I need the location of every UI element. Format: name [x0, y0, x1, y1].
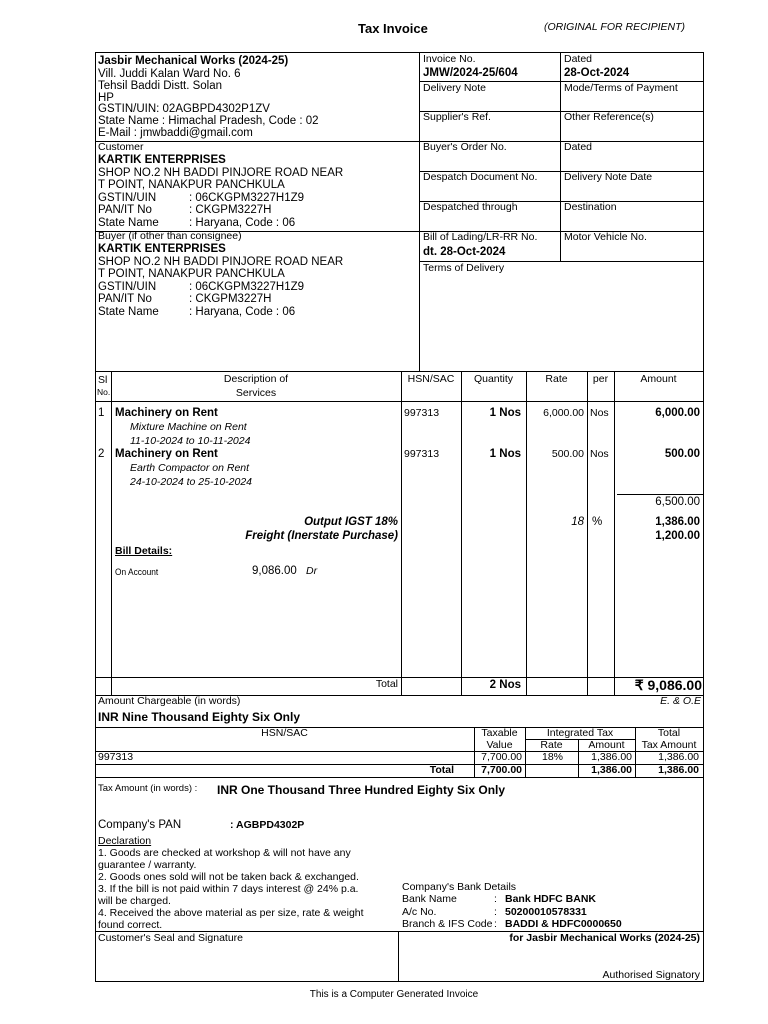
- item-sl: 1: [98, 407, 105, 419]
- bank-ac-value: 50200010578331: [505, 906, 587, 918]
- bill-of-lading-label: Bill of Lading/LR-RR No.: [423, 231, 538, 243]
- declaration-line: 3. If the bill is not paid within 7 days interest @ 24% p.a.: [98, 883, 359, 895]
- tax-words-label: Tax Amount (in words) :: [98, 783, 198, 794]
- delivery-note-label: Delivery Note: [423, 82, 487, 94]
- consignee-gstin-label: GSTIN/UIN: [98, 192, 157, 204]
- col-no: No.: [97, 387, 111, 397]
- seller-address-line: Vill. Juddi Kalan Ward No. 6: [98, 68, 241, 80]
- item-qty: 1 Nos: [489, 448, 521, 460]
- item-rate: 6,000.00: [543, 407, 584, 419]
- on-account-label: On Account: [115, 567, 159, 578]
- destination-label: Destination: [564, 201, 617, 213]
- bank-ac-label: A/c No.: [402, 906, 437, 918]
- buyer-gstin-label: GSTIN/UIN: [98, 281, 157, 293]
- igst-label: Output IGST 18%: [304, 516, 398, 528]
- delivery-note-date-label: Delivery Note Date: [564, 171, 653, 183]
- item-hsn: 997313: [404, 407, 440, 419]
- item-period: 11-10-2024 to 10-11-2024: [130, 435, 251, 447]
- bank-ifs-value: BADDI & HDFC0000650: [505, 918, 622, 930]
- bank-colon: :: [494, 918, 497, 930]
- consignee-gstin-value: : 06CKGPM3227H1Z9: [189, 192, 305, 204]
- buyer-pan-value: : CKGPM3227H: [189, 293, 272, 305]
- declaration-line: found correct.: [98, 919, 163, 931]
- tax-row-amount: 1,386.00: [591, 751, 632, 763]
- tax-col-amount: Amount: [588, 739, 625, 751]
- col-rate: Rate: [545, 373, 568, 385]
- col-sl: Sl: [98, 374, 108, 386]
- bank-colon: :: [494, 893, 497, 905]
- item-amount: 500.00: [664, 448, 700, 460]
- buyer-address-line: T POINT, NANAKPUR PANCHKULA: [98, 268, 285, 280]
- tax-col-taxable-2: Value: [486, 739, 513, 751]
- company-pan-value: : AGBPD4302P: [230, 819, 305, 831]
- despatched-through-label: Despatched through: [423, 201, 518, 213]
- seller-name: Jasbir Mechanical Works (2024-25): [98, 55, 289, 67]
- col-hsn: HSN/SAC: [407, 373, 455, 385]
- invoice-title: Tax Invoice: [358, 21, 428, 36]
- bank-ifs-label: Branch & IFS Code: [402, 918, 493, 930]
- item-per: Nos: [590, 448, 609, 460]
- bill-details-heading: Bill Details:: [115, 545, 173, 557]
- consignee-state-value: : Haryana, Code : 06: [189, 217, 296, 229]
- igst-per: %: [592, 516, 603, 528]
- customer-seal-label: Customer's Seal and Signature: [98, 932, 244, 944]
- consignee-address-line: SHOP NO.2 NH BADDI PINJORE ROAD NEAR: [98, 167, 344, 179]
- copy-label: (ORIGINAL FOR RECIPIENT): [544, 21, 685, 33]
- buyers-order-label: Buyer's Order No.: [423, 141, 507, 153]
- item-per: Nos: [590, 407, 609, 419]
- tax-total-amount: 1,386.00: [591, 764, 632, 776]
- for-company-label: for Jasbir Mechanical Works (2024-25): [509, 932, 700, 944]
- buyer-gstin-value: : 06CKGPM3227H1Z9: [189, 281, 305, 293]
- item-subtitle: Mixture Machine on Rent: [130, 421, 247, 433]
- col-amount: Amount: [640, 373, 677, 385]
- item-title: Machinery on Rent: [115, 407, 218, 419]
- consignee-pan-label: PAN/IT No: [98, 204, 152, 216]
- declaration-line: 2. Goods ones sold will not be taken back & exchanged.: [98, 871, 359, 883]
- tax-col-total-2: Tax Amount: [641, 739, 697, 751]
- amount-words-label: Amount Chargeable (in words): [98, 695, 241, 707]
- tax-col-rate: Rate: [540, 739, 563, 751]
- invoice-no-value: JMW/2024-25/604: [423, 67, 518, 79]
- tax-col-hsn: HSN/SAC: [261, 727, 308, 739]
- buyer-state-value: : Haryana, Code : 06: [189, 306, 296, 318]
- on-account-dr: Dr: [306, 565, 318, 577]
- item-subtitle: Earth Compactor on Rent: [130, 462, 250, 474]
- buyer-name: KARTIK ENTERPRISES: [98, 243, 226, 255]
- igst-amount: 1,386.00: [655, 516, 700, 528]
- other-refs-label: Other Reference(s): [564, 111, 654, 123]
- seller-email: E-Mail : jmwbaddi@gmail.com: [98, 127, 253, 139]
- tax-total-total: 1,386.00: [658, 764, 699, 776]
- bill-of-lading-date: dt. 28-Oct-2024: [423, 246, 506, 258]
- tax-row-rate: 18%: [541, 751, 563, 763]
- eoe-label: E. & O.E: [660, 695, 701, 707]
- tax-col-integrated: Integrated Tax: [546, 727, 614, 739]
- dated-label: Dated: [564, 53, 593, 65]
- on-account-amount: 9,086.00: [252, 565, 297, 577]
- motor-vehicle-label: Motor Vehicle No.: [564, 231, 647, 243]
- col-per: per: [592, 373, 609, 385]
- declaration-line: 4. Received the above material as per size, rate & weight: [98, 907, 364, 919]
- seller-gstin: GSTIN/UIN: 02AGBPD4302P1ZV: [98, 103, 270, 115]
- total-qty: 2 Nos: [489, 679, 521, 691]
- declaration-heading: Declaration: [98, 835, 152, 847]
- bank-heading: Company's Bank Details: [402, 881, 517, 893]
- declaration-line: 1. Goods are checked at workshop & will not have any: [98, 847, 351, 859]
- tax-row-total: 1,386.00: [658, 751, 699, 763]
- seller-state: State Name : Himachal Pradesh, Code : 02: [98, 115, 319, 127]
- item-period: 24-10-2024 to 25-10-2024: [130, 476, 253, 488]
- consignee-heading: Customer: [98, 141, 144, 153]
- buyer-address-line: SHOP NO.2 NH BADDI PINJORE ROAD NEAR: [98, 256, 344, 268]
- total-label: Total: [375, 678, 398, 690]
- col-description-2: Services: [235, 387, 277, 399]
- buyer-pan-label: PAN/IT No: [98, 293, 152, 305]
- despatch-doc-label: Despatch Document No.: [423, 171, 538, 183]
- tax-total-taxable: 7,700.00: [481, 764, 522, 776]
- declaration-line: will be charged.: [98, 895, 171, 907]
- subtotal-amount: 6,500.00: [655, 496, 700, 508]
- igst-rate: 18: [571, 516, 584, 528]
- tax-row-taxable: 7,700.00: [481, 751, 522, 763]
- consignee-pan-value: : CKGPM3227H: [189, 204, 272, 216]
- item-amount: 6,000.00: [655, 407, 700, 419]
- tax-words: INR One Thousand Three Hundred Eighty Six Only: [217, 783, 506, 797]
- bank-colon: :: [494, 906, 497, 918]
- suppliers-ref-label: Supplier's Ref.: [423, 111, 491, 123]
- freight-amount: 1,200.00: [655, 530, 700, 542]
- buyer-heading: Buyer (if other than consignee): [98, 230, 242, 242]
- footer-note: This is a Computer Generated Invoice: [309, 989, 479, 1000]
- total-amount: ₹ 9,086.00: [634, 677, 702, 693]
- item-sl: 2: [98, 448, 105, 460]
- authorised-signatory-label: Authorised Signatory: [602, 969, 700, 981]
- declaration-line: guarantee / warranty.: [98, 859, 197, 871]
- tax-row-hsn: 997313: [98, 751, 134, 763]
- order-dated-label: Dated: [564, 141, 593, 153]
- seller-address-line: HP: [98, 92, 114, 104]
- col-description: Description of: [223, 373, 289, 385]
- company-pan-label: Company's PAN: [98, 819, 182, 831]
- freight-label: Freight (Inerstate Purchase): [245, 530, 398, 542]
- invoice-no-label: Invoice No.: [423, 53, 476, 65]
- item-hsn: 997313: [404, 448, 440, 460]
- tax-total-label: Total: [429, 764, 454, 776]
- item-rate: 500.00: [551, 448, 584, 460]
- tax-col-taxable: Taxable: [481, 727, 518, 739]
- terms-of-delivery-label: Terms of Delivery: [423, 262, 505, 274]
- amount-words: INR Nine Thousand Eighty Six Only: [98, 710, 301, 724]
- dated-value: 28-Oct-2024: [564, 67, 630, 79]
- item-qty: 1 Nos: [489, 407, 521, 419]
- item-title: Machinery on Rent: [115, 448, 218, 460]
- seller-address-line: Tehsil Baddi Distt. Solan: [98, 80, 223, 92]
- consignee-address-line: T POINT, NANAKPUR PANCHKULA: [98, 179, 285, 191]
- bank-name-label: Bank Name: [402, 893, 457, 905]
- consignee-state-label: State Name: [98, 217, 159, 229]
- buyer-state-label: State Name: [98, 306, 159, 318]
- col-quantity: Quantity: [473, 373, 514, 385]
- bank-name-value: Bank HDFC BANK: [505, 893, 597, 905]
- consignee-name: KARTIK ENTERPRISES: [98, 154, 226, 166]
- mode-terms-label: Mode/Terms of Payment: [564, 82, 678, 94]
- tax-col-total: Total: [657, 727, 681, 739]
